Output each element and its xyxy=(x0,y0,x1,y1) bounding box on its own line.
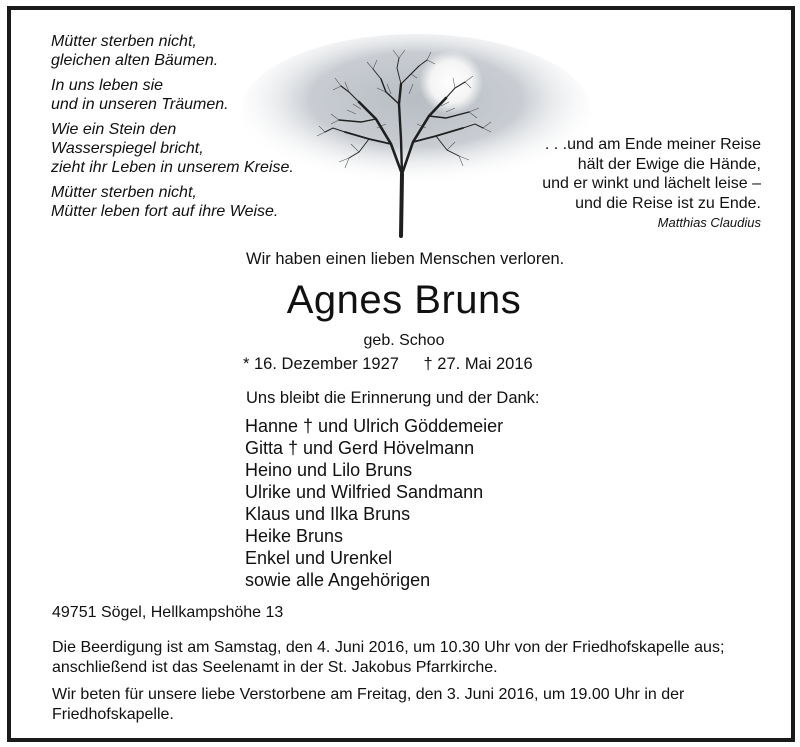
prayer-info: Wir beten für unsere liebe Verstorbene am Freitag, den 3. Juni 2016, um 19.00 Uhr in der Friedhofskapelle. xyxy=(52,686,685,723)
mourner-item: Heino und Lilo Bruns xyxy=(245,460,413,480)
thanks-line: Uns bleibt die Erinnerung und der Dank: xyxy=(246,389,540,407)
moon-icon xyxy=(419,50,483,114)
poem-line: Mütter leben fort auf ihre Weise. xyxy=(51,203,279,221)
poem-line: hält der Ewige die Hände, xyxy=(577,155,761,173)
maiden-name: geb. Schoo xyxy=(363,332,445,349)
death-date: † 27. Mai 2016 xyxy=(423,355,533,373)
poem-line: gleichen alten Bäumen. xyxy=(51,52,219,70)
poem-line: In uns leben sie xyxy=(51,76,164,94)
poem-line: und er winkt und lächelt leise – xyxy=(542,175,761,192)
mourner-item: Heike Bruns xyxy=(245,526,344,546)
address: 49751 Sögel, Hellkampshöhe 13 xyxy=(52,604,284,621)
poem-line: Mütter sterben nicht, xyxy=(51,183,197,201)
deceased-name: Agnes Bruns xyxy=(286,278,522,322)
funeral-info: Die Beerdigung ist am Samstag, den 4. Juni 2016, um 10.30 Uhr von der Friedhofskapelle aus; anschließend ist das Seelenamt in der St. Jakobus Pfarrkirche. xyxy=(52,639,725,676)
mourner-item: Hanne † und Ulrich Göddemeier xyxy=(245,416,504,436)
poem-line: und in unseren Träumen. xyxy=(51,96,229,114)
mourner-item: Gitta † und Gerd Hövelmann xyxy=(245,438,475,458)
life-dates xyxy=(243,355,533,374)
birth-date: * 16. Dezember 1927 xyxy=(243,355,399,373)
obituary-notice xyxy=(7,6,795,742)
poem-line: Wasserspiegel bricht, xyxy=(51,140,204,158)
poem-line: zieht ihr Leben in unserem Kreise. xyxy=(51,159,294,177)
poem-line: Mütter sterben nicht, xyxy=(51,33,197,50)
mourners-list xyxy=(245,415,503,591)
mourner-item: Enkel und Urenkel xyxy=(245,548,393,568)
poem-author: Matthias Claudius xyxy=(657,215,761,230)
poem-line: und die Reise ist zu Ende. xyxy=(575,194,761,212)
mourner-item: Klaus und Ilka Bruns xyxy=(245,504,411,524)
poem-right xyxy=(431,135,761,232)
poem-line: . . .und am Ende meiner Reise xyxy=(544,136,761,153)
mourner-item: sowie alle Angehörigen xyxy=(245,570,431,590)
mourner-item: Ulrike und Wilfried Sandmann xyxy=(245,482,484,502)
intro-text: Wir haben einen lieben Menschen verloren. xyxy=(246,250,565,268)
poem-line: Wie ein Stein den xyxy=(51,120,177,138)
